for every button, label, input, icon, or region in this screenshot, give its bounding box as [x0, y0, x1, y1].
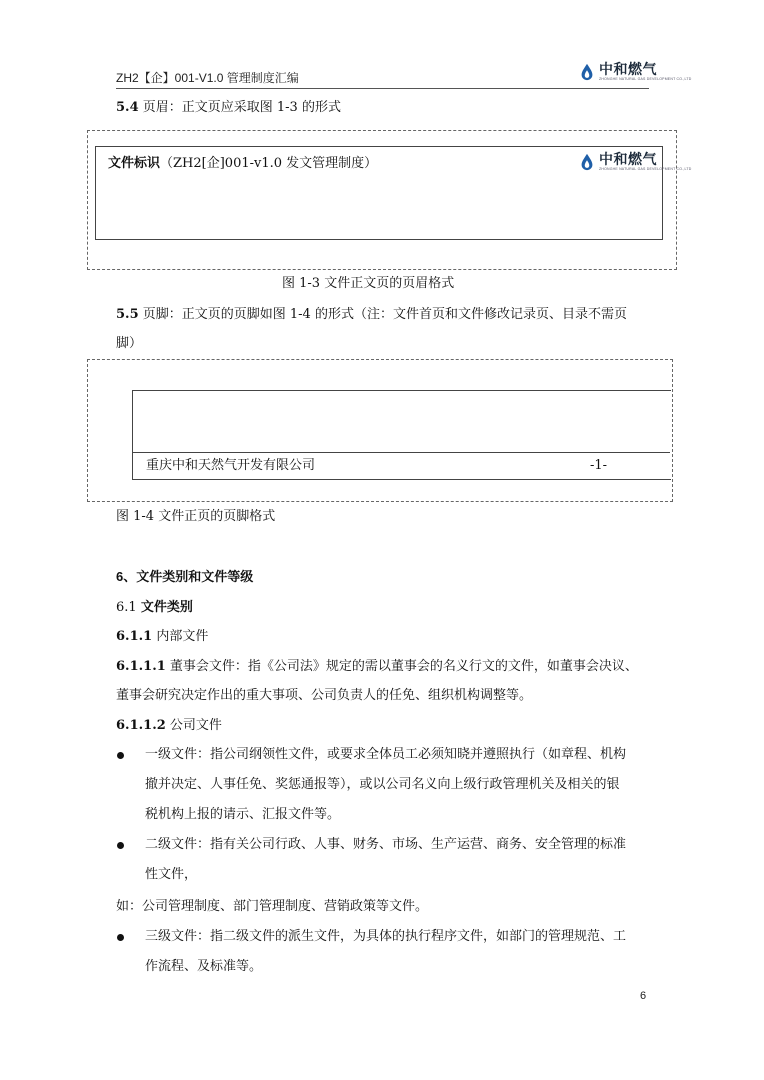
figure-1-3-caption: 图 1-3 文件正文页的页眉格式: [282, 276, 455, 291]
section-5-5: [116, 305, 627, 325]
bullet-3-line-2: 作流程、及标准等。: [145, 959, 263, 974]
bullet-dot: [117, 752, 124, 759]
section-number: 6.1.1.2: [116, 718, 166, 733]
logo-wordmark: 中和燃气: [599, 151, 657, 167]
section-text: 内部文件: [156, 629, 209, 644]
section-number: 5.4: [116, 100, 139, 115]
section-number: 6.1: [116, 600, 137, 615]
section-6-1-1-1-cont: 董事会研究决定作出的重大事项、公司负责人的任免、组织机构调整等。: [116, 688, 533, 703]
figure-1-4-caption: 图 1-4 文件正页的页脚格式: [116, 509, 276, 524]
header-rule: [116, 88, 649, 89]
section-6-1-1: [116, 627, 208, 647]
page-number: 6: [640, 990, 647, 1002]
logo-subtitle: ZHONGHE NATURAL GAS DEVELOPMENT CO.,LTD: [599, 77, 692, 81]
bullet-1-line-3: 税机构上报的请示、汇报文件等。: [145, 807, 341, 822]
logo-wordmark: 中和燃气: [599, 61, 657, 77]
figure-1-3-logo: [578, 152, 691, 172]
company-logo: [578, 62, 691, 82]
running-header-title: ZH2【企】001-V1.0 管理制度汇编: [116, 71, 299, 85]
section-6-1-1-2: [116, 716, 222, 736]
section-number: 6.1.1.1: [116, 659, 166, 674]
section-number: 6.1.1: [116, 629, 153, 644]
doc-id-label: 文件标识: [108, 155, 161, 170]
section-6-1-1-1: [116, 657, 638, 677]
footer-page-number: -1-: [590, 458, 608, 473]
section-5-4: [116, 98, 341, 118]
section-text: 公司文件: [169, 718, 222, 733]
section-number: 5.5: [116, 307, 139, 322]
section-text: 董事会文件：指《公司法》规定的需以董事会的名义行文的文件，如董事会决议、: [169, 659, 638, 674]
logo-subtitle: ZHONGHE NATURAL GAS DEVELOPMENT CO.,LTD: [599, 167, 692, 171]
bullet-2-line-1: 二级文件：指有关公司行政、人事、财务、市场、生产运营、商务、安全管理的标准: [145, 837, 627, 852]
flame-drop-icon: [578, 153, 596, 171]
section-6-heading: 6、文件类别和文件等级: [116, 569, 254, 584]
figure-1-3-label: [108, 153, 377, 174]
bullet-1-line-2: 撤并决定、人事任免、奖惩通报等），或以公司名义向上级行政管理机关及相关的银: [145, 777, 620, 792]
bullet-1-line-1: 一级文件：指公司纲领性文件，或要求全体员工必须知晓并遵照执行（如章程、机构: [145, 747, 627, 762]
bullet-dot: [117, 934, 124, 941]
section-5-5-cont: 脚）: [116, 336, 143, 351]
figure-1-4-footer-rule: [132, 452, 670, 453]
doc-id-value: （ZH2[企]001-v1.0 发文管理制度）: [160, 156, 378, 171]
section-text: 页脚：正文页的页脚如图 1-4 的形式（注：文件首页和文件修改记录页、目录不需页: [142, 307, 627, 322]
footer-company-name: 重庆中和天然气开发有限公司: [146, 458, 316, 473]
section-6-1: [116, 597, 193, 618]
bullet-2-line-2: 性文件，: [145, 867, 198, 882]
example-line: 如：公司管理制度、部门管理制度、营销政策等文件。: [116, 899, 429, 914]
section-text: 文件类别: [140, 599, 193, 614]
flame-drop-icon: [578, 63, 596, 81]
section-text: 页眉：正文页应采取图 1-3 的形式: [142, 100, 341, 115]
bullet-dot: [117, 842, 124, 849]
bullet-3-line-1: 三级文件：指二级文件的派生文件，为具体的执行程序文件，如部门的管理规范、工: [145, 929, 627, 944]
